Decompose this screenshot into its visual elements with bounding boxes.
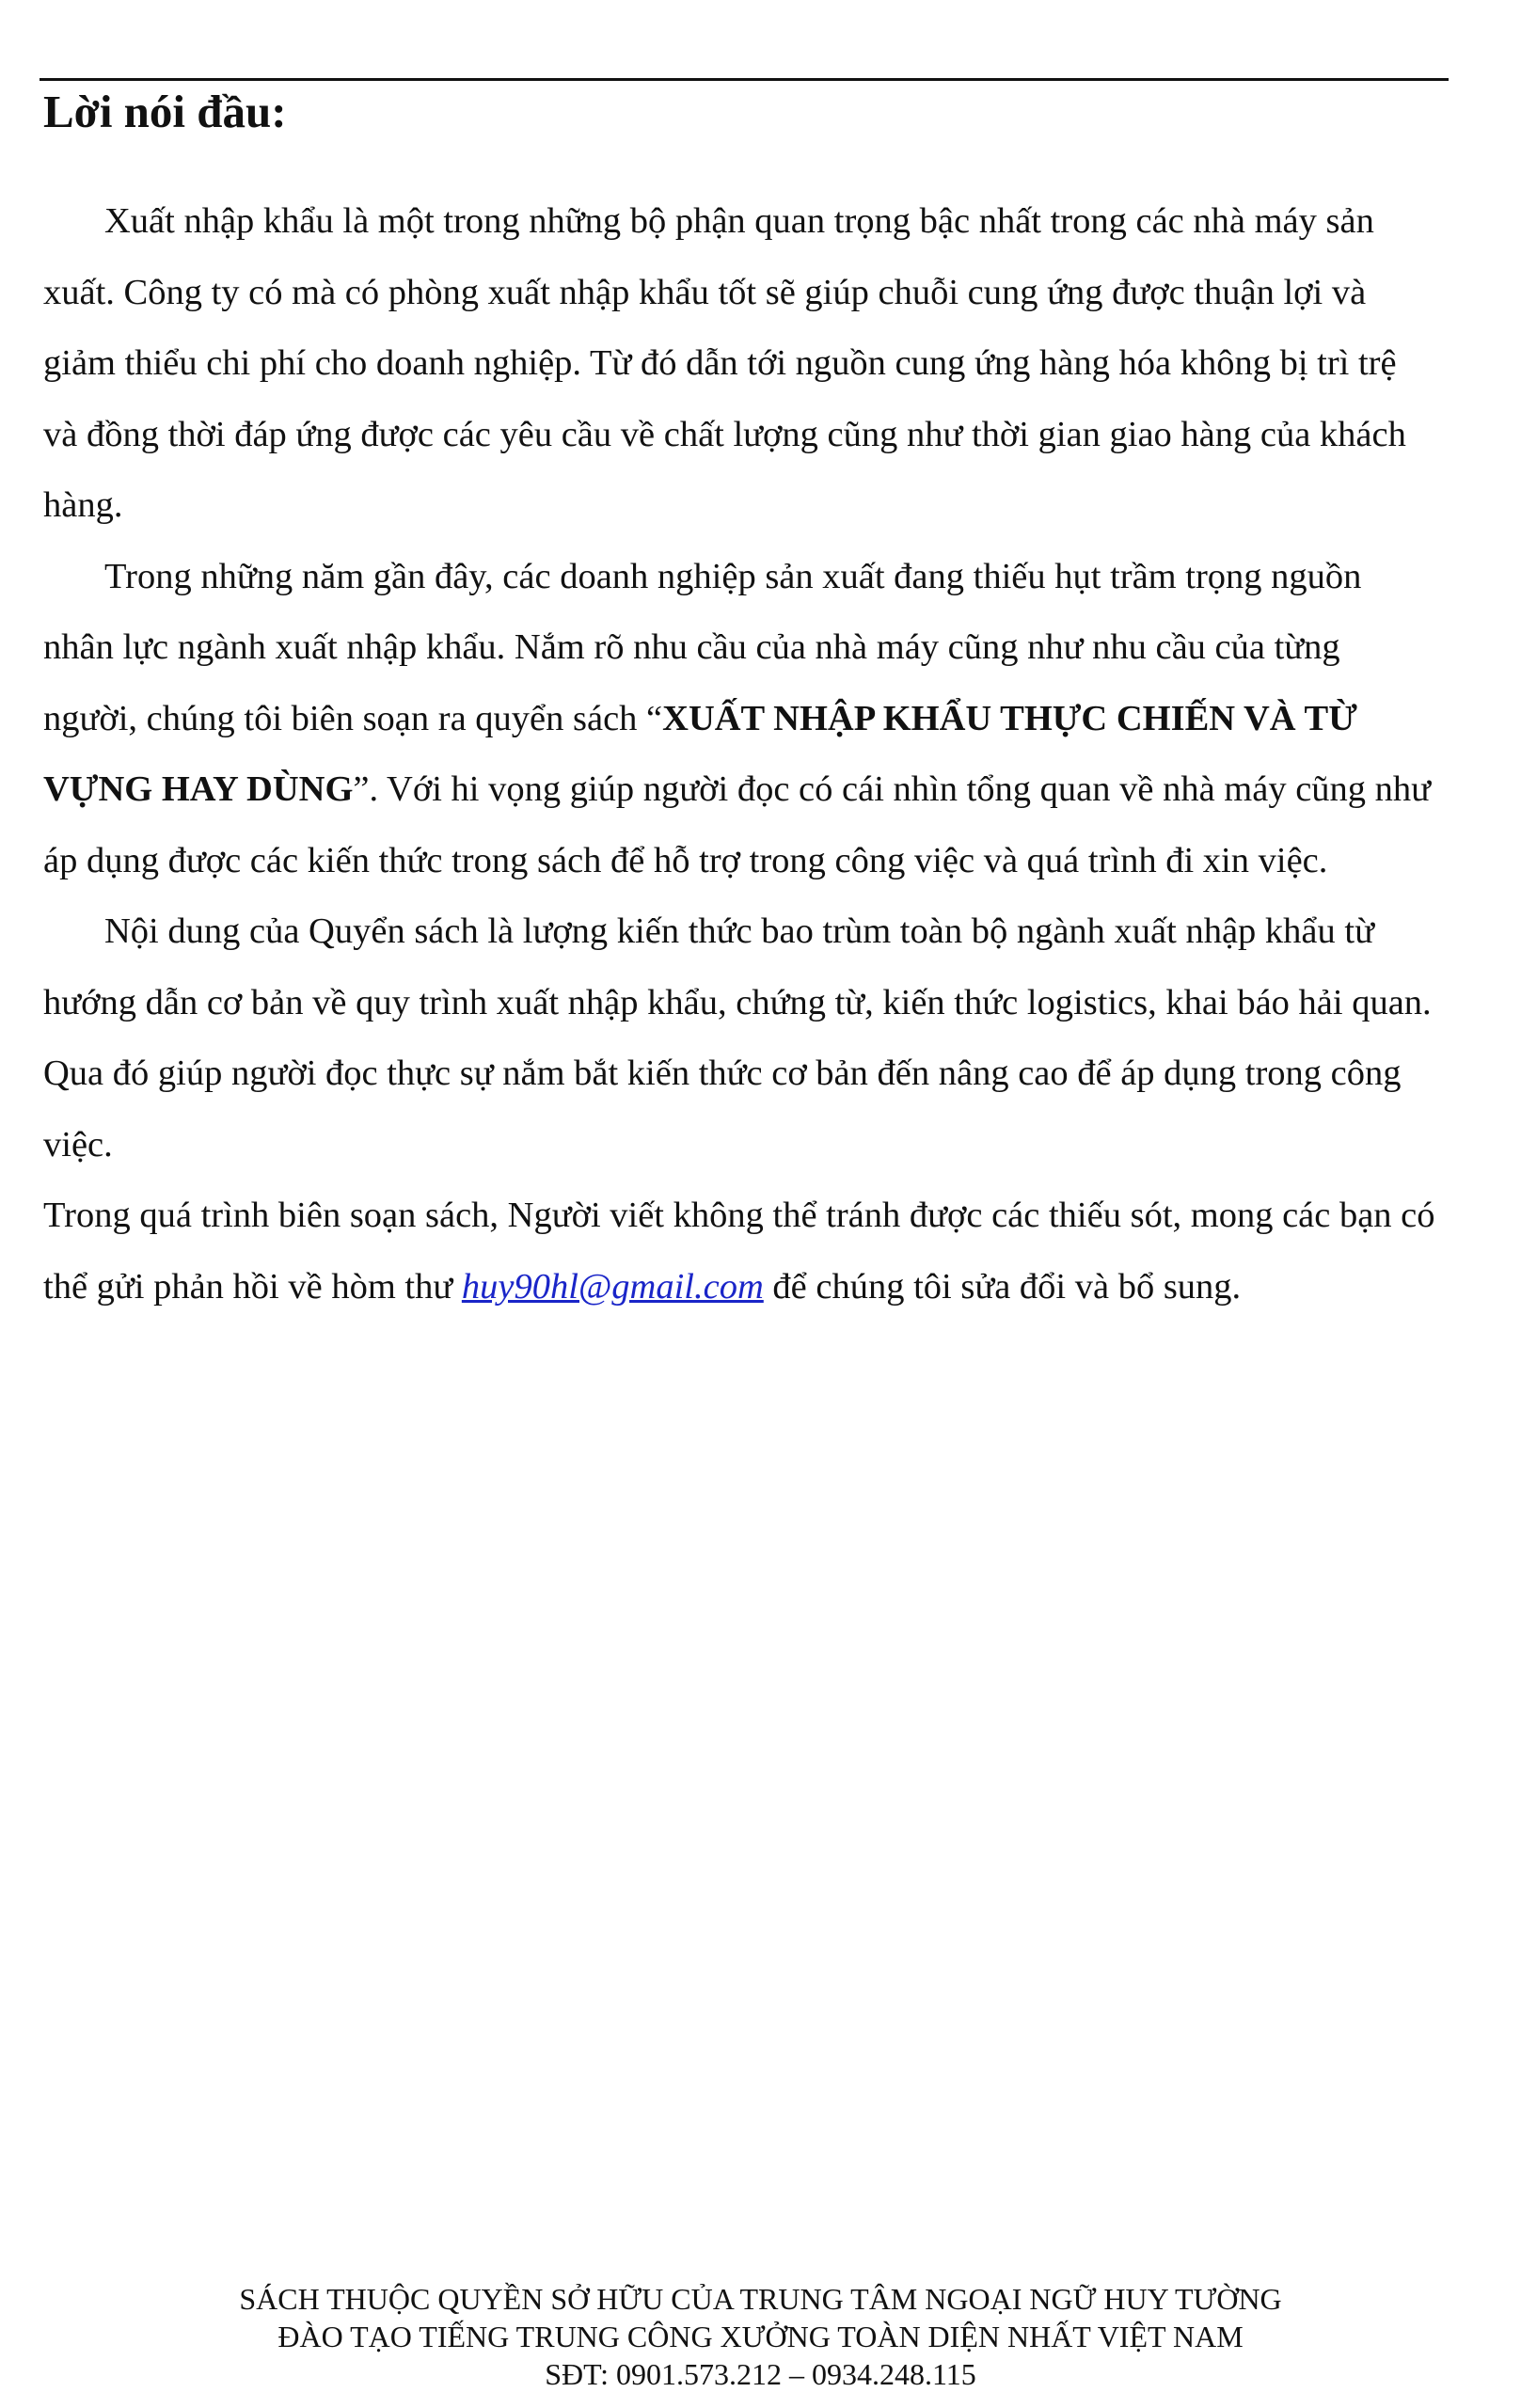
footer-tagline: ĐÀO TẠO TIẾNG TRUNG CÔNG XƯỞNG TOÀN DIỆN NHẤT VIỆT NAM xyxy=(277,2320,1244,2353)
footer-phone: SĐT: 0901.573.212 – 0934.248.115 xyxy=(545,2357,976,2391)
paragraph-1: Xuất nhập khẩu là một trong những bộ phận quan trọng bậc nhất trong các nhà máy sản xuất. Công ty có mà có phòng xuất nhập khẩu tốt sẽ giúp chuỗi cung ứng được thuận lợi và giảm thiểu chi phí cho doanh nghiệp. Từ đó dẫn tới nguồn cung ứng hàng hóa không bị trì trệ và đồng thời đáp ứng được các yêu cầu về chất lượng cũng như thời gian giao hàng của khách hàng. xyxy=(43,201,1406,525)
page-heading: Lời nói đầu: xyxy=(43,86,287,137)
paragraph-4-text-end: để chúng tôi sửa đổi và bổ sung. xyxy=(763,1266,1242,1307)
paragraph-2 xyxy=(43,542,1437,897)
paragraph-2-text-end: ”. Với hi vọng giúp người đọc có cái nhìn tổng quan về nhà máy cũng như áp dụng được các kiến thức trong sách để hỗ trợ trong công việc và quá trình đi xin việc. xyxy=(43,769,1432,880)
email-link[interactable]: huy90hl@gmail.com xyxy=(461,1266,764,1307)
book-title: XUẤT NHẬP KHẨU THỰC CHIẾN VÀ TỪ VỰNG HAY DÙNG xyxy=(43,698,1357,809)
paragraph-4 xyxy=(43,1180,1437,1323)
paragraph-4-text-start: Trong quá trình biên soạn sách, Người viết không thể tránh được các thiếu sót, mong các bạn có thể gửi phản hồi về hòm thư xyxy=(43,1196,1435,1307)
paragraph-2-text-start: Trong những năm gần đây, các doanh nghiệp sản xuất đang thiếu hụt trầm trọng nguồn nhân lực ngành xuất nhập khẩu. Nắm rõ nhu cầu của nhà máy cũng như nhu cầu của từng người, chúng tôi biên soạn ra quyển sách “ xyxy=(43,556,1362,738)
footer-ownership: SÁCH THUỘC QUYỀN SỞ HỮU CỦA TRUNG TÂM NGOẠI NGỮ HUY TƯỜNG xyxy=(239,2282,1282,2316)
preface-body xyxy=(43,186,1437,1323)
paragraph-3: Nội dung của Quyển sách là lượng kiến thức bao trùm toàn bộ ngành xuất nhập khẩu từ hướng dẫn cơ bản về quy trình xuất nhập khẩu, chứng từ, kiến thức logistics, khai báo hải quan. Qua đó giúp người đọc thực sự nắm bắt kiến thức cơ bản đến nâng cao để áp dụng trong công việc. xyxy=(43,911,1432,1164)
page-footer xyxy=(0,2280,1521,2393)
